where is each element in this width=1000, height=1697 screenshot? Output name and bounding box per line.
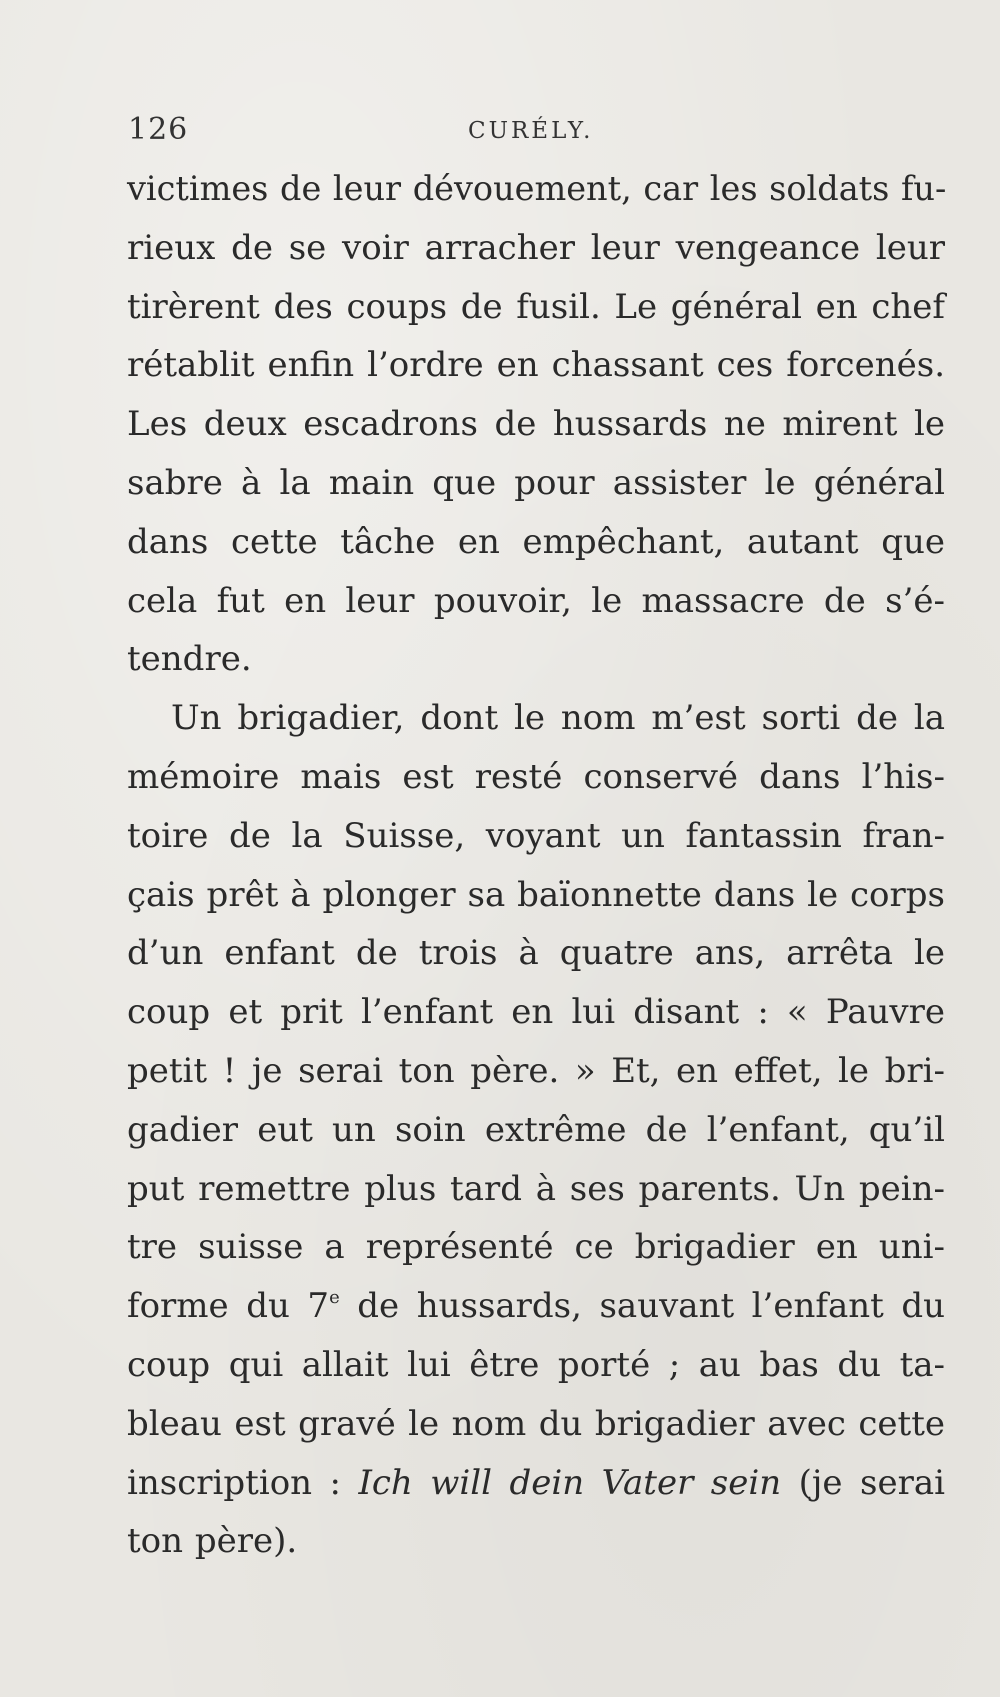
paragraph-start-line: Un brigadier, dont le nom m’est sorti de la xyxy=(171,698,945,739)
text-line: sabre à la main que pour assister le général xyxy=(127,462,945,503)
text-segment: forme du 7 xyxy=(127,1286,330,1327)
text-line: tirèrent des coups de fusil. Le général en chef xyxy=(127,286,945,327)
page-number: 126 xyxy=(128,112,189,147)
text-line xyxy=(127,1277,945,1336)
text-line: gadier eut un soin extrême de l’enfant, qu’il xyxy=(127,1109,945,1150)
body-text xyxy=(127,160,945,1571)
text-line: victimes de leur dévouement, car les soldats fu- xyxy=(127,169,947,208)
text-line: tre suisse a représenté ce brigadier en uni- xyxy=(127,1227,945,1268)
text-line: mémoire mais est resté conservé dans l’his- xyxy=(127,756,945,797)
running-title: CURÉLY. xyxy=(468,118,594,144)
text-line: d’un enfant de trois à quatre ans, arrêta le xyxy=(127,933,945,974)
text-line: rieux de se voir arracher leur vengeance leur xyxy=(127,227,945,268)
text-segment: de hussards, sauvant l’enfant du xyxy=(339,1286,946,1327)
text-line: ton père). xyxy=(127,1521,298,1562)
text-line: petit ! je serai ton père. » Et, en effet, le bri- xyxy=(127,1050,945,1091)
text-line: put remettre plus tard à ses parents. Un pein- xyxy=(127,1168,945,1209)
italic-inscription: Ich will dein Vater sein xyxy=(358,1462,782,1503)
text-segment: (je serai xyxy=(781,1462,945,1503)
text-line: dans cette tâche en empêchant, autant que xyxy=(127,521,945,562)
text-segment: inscription : xyxy=(127,1462,359,1503)
text-line: çais prêt à plonger sa baïonnette dans le corps xyxy=(127,874,945,915)
superscript: e xyxy=(329,1287,340,1309)
text-line: Les deux escadrons de hussards ne mirent le xyxy=(127,404,945,445)
text-line: coup qui allait lui être porté ; au bas du ta- xyxy=(127,1344,945,1385)
text-line xyxy=(127,1454,945,1513)
text-line: toire de la Suisse, voyant un fantassin fran- xyxy=(127,815,945,856)
text-line: coup et prit l’enfant en lui disant : « Pauvre xyxy=(127,992,945,1033)
text-line: tendre. xyxy=(127,639,252,680)
text-line: cela fut en leur pouvoir, le massacre de s’é- xyxy=(127,580,945,621)
running-head xyxy=(128,112,873,152)
text-line: bleau est gravé le nom du brigadier avec cette xyxy=(127,1403,945,1444)
text-line: rétablit enfin l’ordre en chassant ces forcenés. xyxy=(127,345,945,386)
